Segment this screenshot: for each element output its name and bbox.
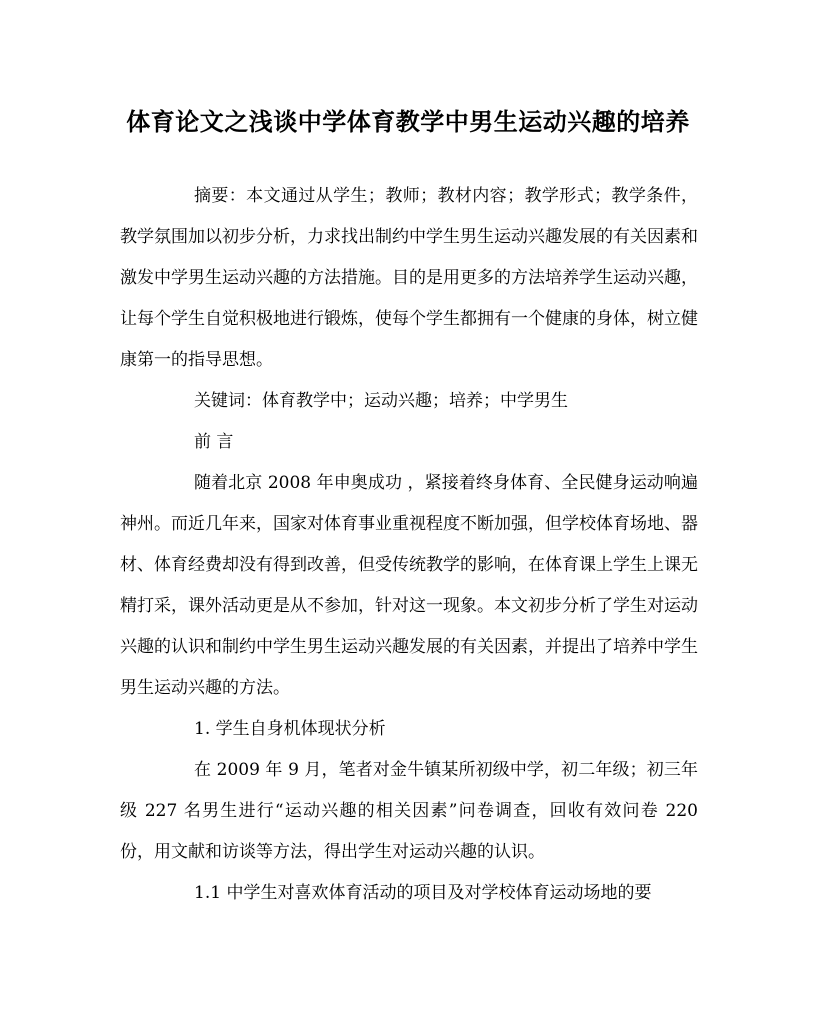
foreword-paragraph: 随着北京 2008 年申奥成功 ，紧接着终身体育、全民健身运动响遍神州。而近几年来，国家对体育事业重视程度不断加强，但学校体育场地、器材、体育经费却没有得到改善，但受传统教学的影响，在体育课上学生上课无精打采，课外活动更是从不参加，针对这一现象。本文初步分析了学生对运动兴趣的认识和制约中学生男生运动兴趣发展的有关因素，并提出了培养中学生男生运动兴趣的方法。: [120, 473, 698, 698]
subsection-heading-1-1: 1.1 中学生对喜欢体育活动的项目及对学校体育运动场地的要: [194, 883, 652, 903]
foreword-heading: 前 言: [194, 432, 234, 452]
abstract-paragraph: 摘要：本文通过从学生；教师；教材内容；教学形式；教学条件，教学氛围加以初步分析，力求找出制约中学生男生运动兴趣发展的有关因素和激发中学男生运动兴趣的方法措施。目的是用更多的方法培养学生运动兴趣，让每个学生自觉积极地进行锻炼，使每个学生都拥有一个健康的身体，树立健康第一的指导思想。: [120, 186, 698, 370]
document-title: 体育论文之浅谈中学体育教学中男生运动兴趣的培养: [126, 107, 690, 136]
survey-paragraph: 在 2009 年 9 月，笔者对金牛镇某所初级中学，初二年级；初三年级 227 名男生进行“运动兴趣的相关因素”问卷调查，回收有效问卷 220 份，用文献和访谈等方法，得出学生对运动兴趣的认识。: [120, 760, 698, 862]
document-body: [120, 176, 698, 914]
section-heading-1: 1. 学生自身机体现状分析: [194, 719, 386, 739]
keywords-paragraph: 关键词：体育教学中；运动兴趣；培养；中学男生: [194, 391, 568, 411]
